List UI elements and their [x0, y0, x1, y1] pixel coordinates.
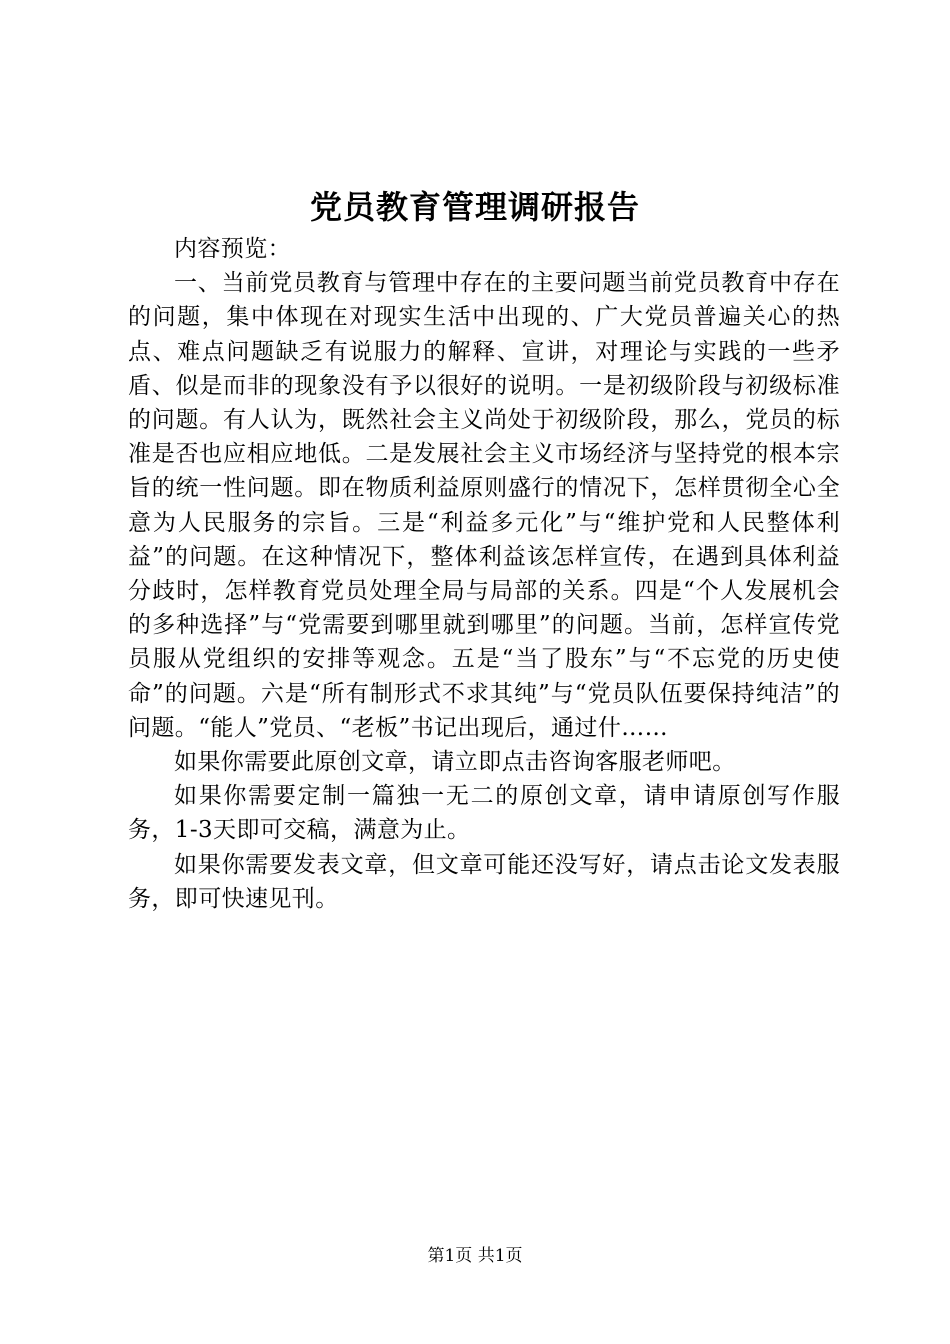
- paragraph-contact-service: 如果你需要此原创文章，请立即点击咨询客服老师吧。: [174, 749, 736, 776]
- preview-label: 内容预览：: [174, 236, 291, 262]
- paragraph-preview-text: 一、当前党员教育与管理中存在的主要问题当前党员教育中存在的问题，集中体现在对现实生活中出现的、广大党员普遍关心的热点、难点问题缺乏有说服力的解释、宣讲，对理论与实践的一些矛盾、似是而非的现象没有予以很好的说明。一是初级阶段与初级标准的问题。有人认为，既然社会主义尚处于初级阶段，那么，党员的标准是否也应相应地低。二是发展社会主义市场经济与坚持党的根本宗旨的统一性问题。即在物质利益原则盛行的情况下，怎样贯彻全心全意为人民服务的宗旨。三是“利益多元化”与“维护党和人民整体利益”的问题。在这种情况下，整体利益该怎样宣传，在遇到具体利益分歧时，怎样教育党员处理全局与局部的关系。四是“个人发展机会的多种选择”与“党需要到哪里就到哪里”的问题。当前，怎样宣传党员服从党组织的安排等观念。五是“当了股东”与“不忘党的历史使命”的问题。六是“所有制形式不求其纯”与“党员队伍要保持纯洁”的问题。“能人”党员、“老板”书记出现后，通过什……: [128, 270, 840, 741]
- paragraph-custom-writing: 如果你需要定制一篇独一无二的原创文章，请申请原创写作服务，1-3天即可交稿，满意为止。: [128, 783, 840, 844]
- document-body: [128, 232, 840, 916]
- page-footer: 第1页 共1页: [427, 1246, 523, 1266]
- document-title: 党员教育管理调研报告: [309, 188, 640, 226]
- paragraph-publish-service: 如果你需要发表文章，但文章可能还没写好，请点击论文发表服务，即可快速见刊。: [128, 851, 840, 912]
